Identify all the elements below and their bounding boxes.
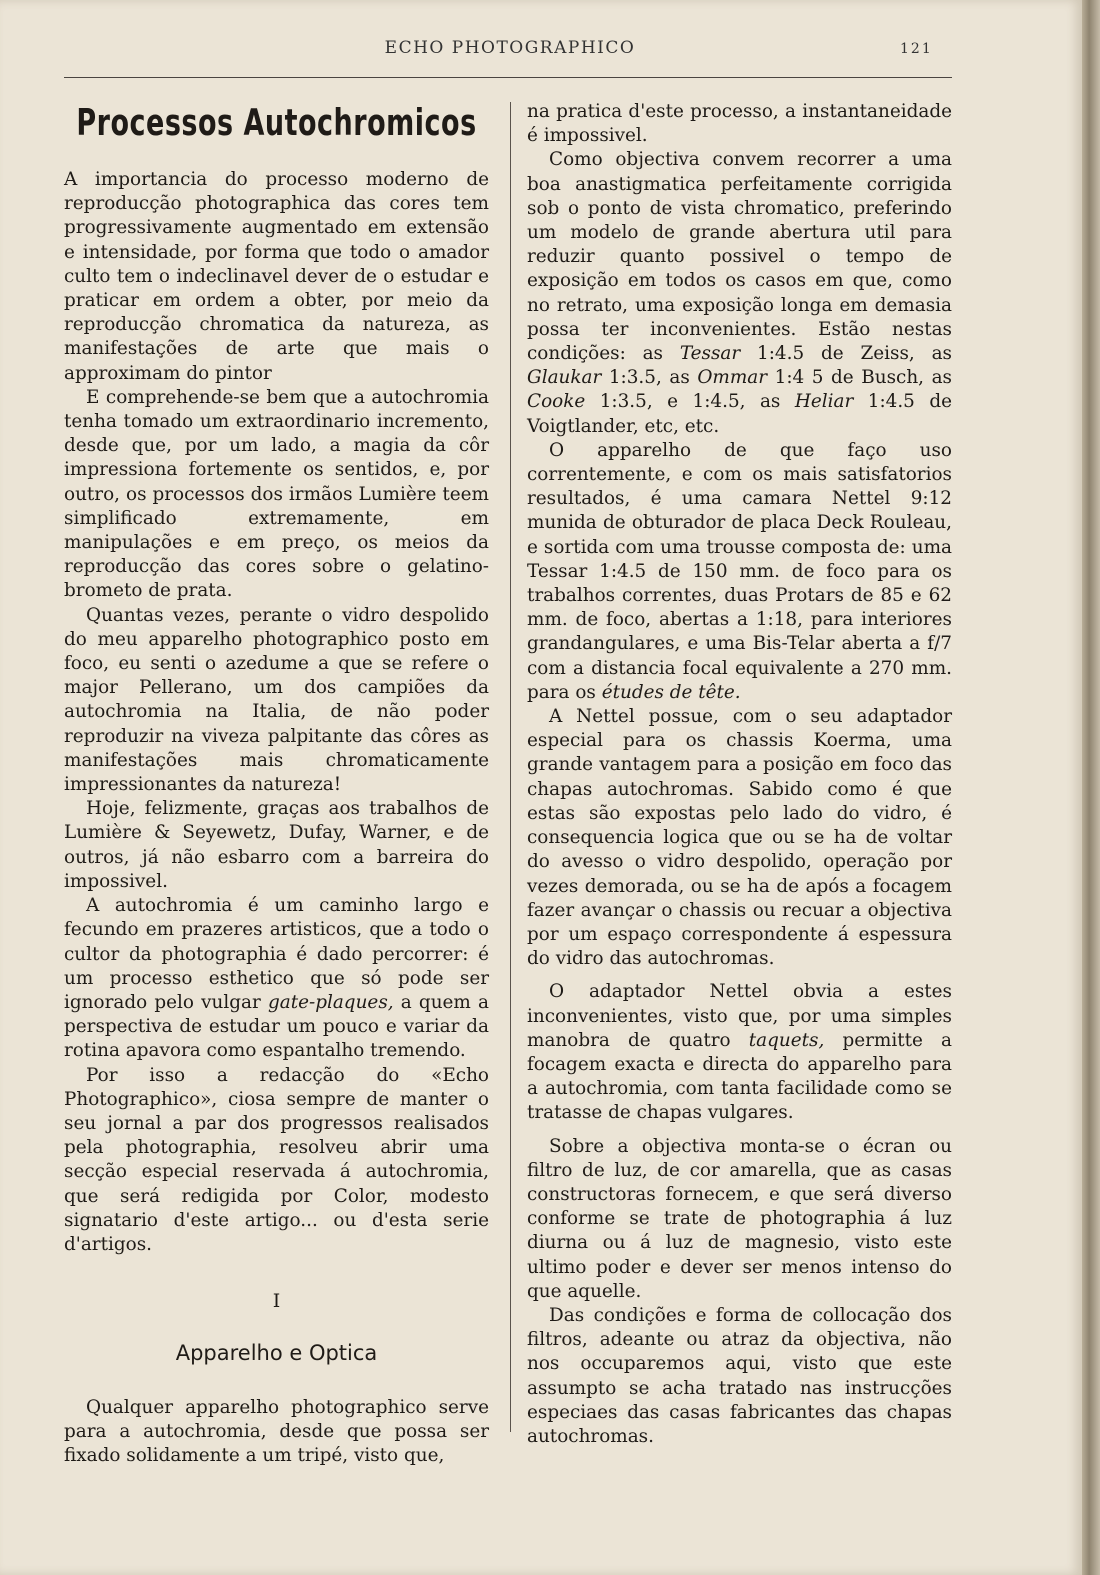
- objective-text-f: 1:4.5 de Voigtlander, etc, etc.: [527, 391, 953, 437]
- italic-term-taquets: taquets,: [748, 1029, 825, 1051]
- section-number: I: [272, 1290, 281, 1313]
- italic-term-ommar: Ommar: [697, 367, 768, 389]
- italic-term-cooke: Cooke: [527, 391, 586, 413]
- objective-text-e: 1:3.5, e 1:4.5, as: [585, 391, 795, 413]
- filter-conditions-paragraph: Das condições e forma de collocação dos filtros, adeante ou atraz da objectiva, não nos occuparemos aqui, visto que este assumpto se acha tratado nas instrucções especiaes das casas fabricantes das chapas autochromas.: [527, 1304, 952, 1447]
- camera-paragraph: [527, 439, 952, 705]
- italic-term-glaukar: Glaukar: [527, 367, 602, 389]
- camera-text: O apparelho de que faço uso correntemente, e com os mais satisfatorios resultados, é uma camara Nettel 9:12 munida de obturador de placa Deck Rouleau, e sortida com uma trousse composta de: uma Tessar 1:4.5 de 150 mm. de foco para os trabalhos correntes, duas Protars de 85 e 62 mm. de foco, abertas a 1:18, para interiores grandangulares, e uma Bis-Telar aberta a f/7 com a distancia focal equivalente a 270 mm. para os: [527, 439, 952, 703]
- section-title: Apparelho e Optica: [175, 1341, 378, 1366]
- section-intro-paragraph: Qualquer apparelho photographico serve para a autochromia, desde que possa ser fixado solidamente a um tripé, visto que,: [64, 1396, 489, 1466]
- column-divider: [510, 102, 511, 1432]
- adapter-paragraph: [527, 980, 952, 1125]
- adapter-text-a: O adaptador Nettel obvia a estes inconvenientes, visto que, por uma simples manobra de quatro: [527, 981, 952, 1051]
- page-number: 121: [900, 41, 933, 57]
- paragraph-3: Quantas vezes, perante o vidro despolido do meu apparelho photographico posto em foco, eu senti o azedume a que se refere o major Pellerano, um dos campiões da autochromia na Italia, de não poder reproduzir na viveza palpitante das côres as manifestações mais chromaticamente impressionantes da natureza!: [64, 604, 489, 796]
- paragraph-2: E comprehende-se bem que a autochromia tenha tomado um extraordinario incremento, desde que, por um lado, a magia da côr impressiona fortemente os sentidos, e, por outro, os processos dos irmãos Lumière teem simplificado extremamente, em manipulações e em preço, os meios da reproducção das cores sobre o gelatino-brometo de prata.: [64, 386, 489, 602]
- paragraph-6: Por isso a redacção do «Echo Photographico», ciosa sempre de manter o seu jornal a par dos progressos realisados pela photographia, resolveu abrir uma secção especial reservada á autochromia, que será redigida por Color, modesto signatario d'este artigo... ou d'esta serie d'artigos.: [64, 1064, 489, 1255]
- italic-term-gate-plaques: gate-plaques,: [267, 991, 394, 1013]
- adapter-text-b: permitte a focagem exacta e directa do apparelho para a autochromia, com tanta facilidade como se tratasse de chapas vulgares.: [527, 1029, 952, 1124]
- filter-paragraph: Sobre a objectiva monta-se o écran ou filtro de luz, de cor amarella, que as casas constructoras fornecem, e que será diverso conforme se trate de photographia á luz diurna ou á luz de magnesio, visto este ultimo poder e dever ser menos intenso do que aquelle.: [527, 1135, 952, 1302]
- nettel-paragraph: A Nettel possue, com o seu adaptador especial para os chassis Koerma, uma grande vantagem para a posição em foco das chapas autochromas. Sabido como é que estas são expostas pelo lado do vidro, é consequencia logica que ou se ha de voltar do avesso o vidro despolido, operação por vezes demorada, ou se ha de após a focagem fazer avançar o chassis ou recuar a objectiva por um espaço correspondente á espessura do vidro das autochromas.: [527, 706, 952, 970]
- italic-term-heliar: Heliar: [794, 391, 854, 413]
- paragraph-5: [64, 894, 489, 1063]
- objective-text-c: 1:3.5, as: [601, 367, 698, 389]
- page-edge: [1082, 0, 1100, 1575]
- paragraph-1: A importancia do processo moderno de reproducção photographica das cores tem progressivamente augmentado em extensão e intensidade, por forma que todo o amador culto tem o indeclinavel dever de o estudar e praticar em ordem a obter, por meio da reproducção chromatica da natureza, as manifestações de arte que mais o approximam do pintor: [64, 169, 489, 384]
- paragraph-5-text-a: A autochromia é um caminho largo e fecundo em prazeres artisticos, que a todo o cultor da photographia é dado percorrer: é um processo esthetico que só pode ser ignorado pelo vulgar: [64, 895, 489, 1013]
- article-title: Processos Autochromicos: [76, 102, 477, 145]
- paragraph-5-text-b: a quem a perspectiva de estudar um pouco e variar da rotina apavora como espantalho tremendo.: [64, 991, 490, 1062]
- italic-term-etudes: études de tête.: [601, 681, 741, 703]
- continued-paragraph: na pratica d'este processo, a instantaneidade é impossivel.: [527, 101, 952, 147]
- objective-text-b: 1:4.5 de Zeiss, as: [740, 343, 952, 365]
- right-column: [527, 100, 952, 1449]
- objective-text-d: 1:4 5 de Busch, as: [767, 367, 952, 389]
- objective-paragraph: [527, 148, 952, 438]
- objective-text-a: Como objectiva convem recorrer a uma boa anastigmatica perfeitamente corrigida sob o ponto de vista chromatico, preferindo um modelo de grande abertura util para reduzir quanto possivel o tempo de exposição em todos os casos em que, como no retrato, uma exposição longa em demasia possa ter inconvenientes. Estão nestas condições: as: [527, 149, 952, 365]
- paragraph-4: Hoje, felizmente, graças aos trabalhos de Lumière & Seyewetz, Dufay, Warner, e de outros, já não esbarro com a barreira do impossivel.: [64, 798, 489, 892]
- running-head: ECHO PHOTOGRAPHICO: [384, 38, 636, 58]
- italic-term-tessar: Tessar: [679, 343, 741, 365]
- left-column: [64, 100, 489, 1468]
- header-rule: [64, 77, 952, 78]
